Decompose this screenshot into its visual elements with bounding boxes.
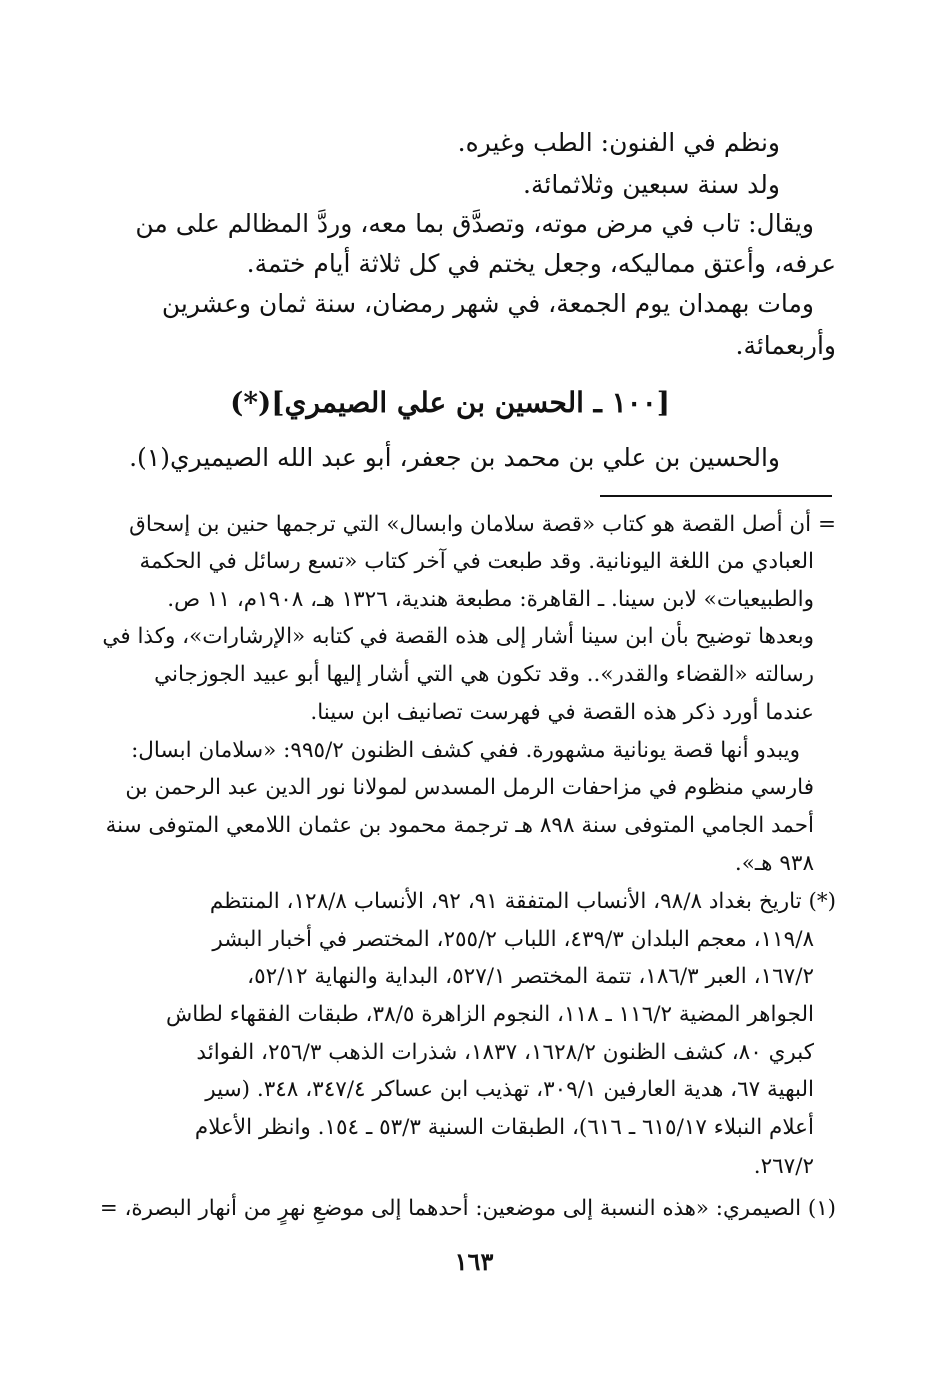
entry-first-line: والحسين بن علي بن محمد بن جعفر، أبو عبد الله الصيميري(١). (129, 443, 780, 472)
footnote-line: ٢٦٧/٢. (753, 1154, 814, 1179)
page-number: ١٦٣ (454, 1247, 494, 1276)
footnote-line: ١١٩/٨، معجم البلدان ٤٣٩/٣، اللباب ٢٥٥/٢، المختصر في أخبار البشر (212, 927, 814, 952)
body-line: عرفه، وأعتق مماليكه، وجعل يختم في كل ثلاثة أيام ختمة. (246, 249, 836, 278)
body-line: ونظم في الفنون: الطب وغيره. (457, 128, 780, 157)
footnote-line: والطبيعيات» لابن سينا. ـ القاهرة: مطبعة هندية، ١٣٢٦ هـ، ١٩٠٨م، ١١ ص. (167, 587, 814, 612)
body-line: ومات بهمدان يوم الجمعة، في شهر رمضان، سنة ثمان وعشرين (161, 289, 814, 318)
footnote-line: (١) الصيمري: «هذه النسبة إلى موضعين: أحدهما إلى موضعِ نهرٍ من أنهار البصرة، = (99, 1196, 836, 1221)
body-line: ولد سنة سبعين وثلاثمائة. (523, 170, 780, 199)
footnote-line: فارسي منظوم في مزاحفات الرمل المسدس لمولانا نور الدين عبد الرحمن بن (125, 775, 814, 800)
footnote-line: كبري ٨٠، كشف الظنون ١٦٢٨/٢، ١٨٣٧، شذرات الذهب ٢٥٦/٣، الفوائد (196, 1040, 814, 1065)
body-line: وأربعمائة. (735, 331, 836, 360)
footnote-line: أعلام النبلاء ٦١٥/١٧ ـ ٦١٦)، الطبقات السنية ٥٣/٣ ـ ١٥٤. وانظر الأعلام (194, 1115, 814, 1140)
footnote-line: ٩٣٨ هـ». (734, 851, 814, 876)
footnote-line: (*) تاريخ بغداد ٩٨/٨، الأنساب المتفقة ٩١، ٩٢، الأنساب ١٢٨/٨، المنتظم (209, 889, 836, 914)
footnote-line: رسالته «القضاء والقدر».. وقد تكون هي التي أشار إليها أبو عبيد الجوزجاني (154, 662, 814, 687)
footnote-line: = أن أصل القصة هو كتاب «قصة سلامان وابسال» التي ترجمها حنين بن إسحاق (129, 512, 836, 537)
body-line: ويقال: تاب في مرض موته، وتصدَّق بما معه، وردَّ المظالم على من (135, 209, 814, 238)
footnote-line: البهية ٦٧، هدية العارفين ٣٠٩/١، تهذيب ابن عساكر ٣٤٧/٤، ٣٤٨. (سير (205, 1077, 814, 1102)
footnote-line: الجواهر المضية ١١٦/٢ ـ ١١٨، النجوم الزاهرة ٣٨/٥، طبقات الفقهاء لطاش (165, 1002, 814, 1027)
footnote-line: ١٦٧/٢، العبر ١٨٦/٣، تتمة المختصر ٥٢٧/١، البداية والنهاية ٥٢/١٢، (247, 964, 814, 989)
footnote-line: وبعدها توضيح بأن ابن سينا أشار إلى هذه القصة في كتابه «الإرشارات»، وكذا في (102, 624, 814, 649)
footnote-line: عندما أورد ذكر هذه القصة في فهرست تصانيف ابن سينا. (310, 700, 814, 725)
footnote-line: ويبدو أنها قصة يونانية مشهورة. ففي كشف الظنون ٩٩٥/٢: «سلامان ابسال: (131, 738, 800, 763)
footnote-line: أحمد الجامي المتوفى سنة ٨٩٨ هـ ترجمة محمود بن عثمان اللامعي المتوفى سنة (105, 813, 814, 838)
entry-heading: [١٠٠ ـ الحسين بن علي الصيمري](*) (230, 386, 670, 419)
footnote-line: العبادي من اللغة اليونانية. وقد طبعت في آخر كتاب «تسع رسائل في الحكمة (139, 549, 814, 574)
footnote-separator (600, 495, 832, 497)
